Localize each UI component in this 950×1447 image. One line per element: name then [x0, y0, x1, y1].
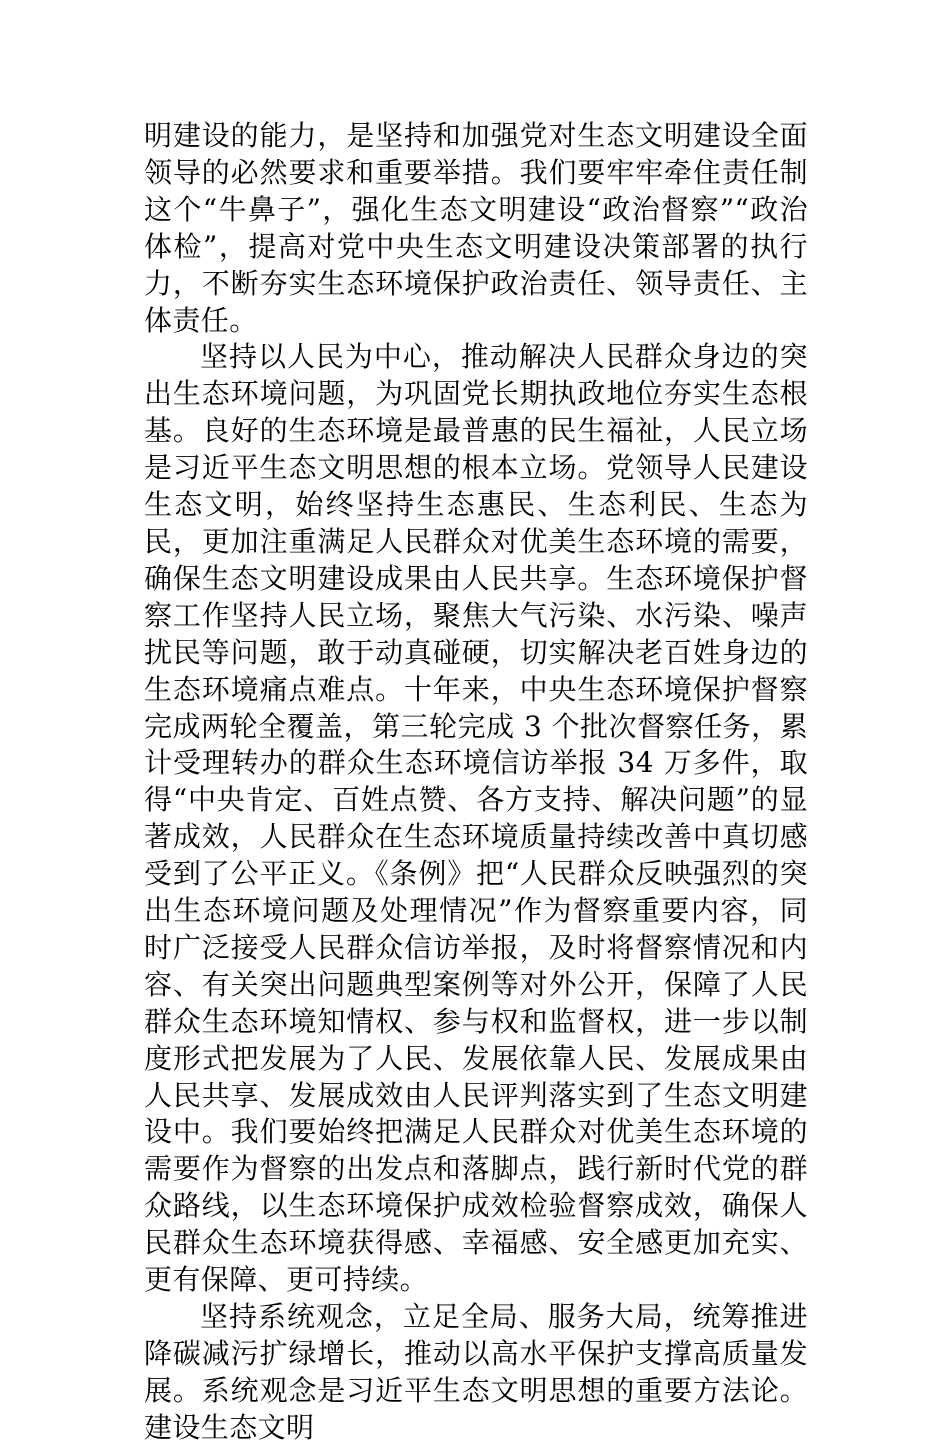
paragraph-people-centered: 坚持以人民为中心，推动解决人民群众身边的突出生态环境问题，为巩固党长期执政地位夯实生态根基。良好的生态环境是最普惠的民生福祉，人民立场是习近平生态文明思想的根本立场。党领导人民建设生态文明，始终坚持生态惠民、生态利民、生态为民，更加注重满足人民群众对优美生态环境的需要，确保生态文明建设成果由人民共享。生态环境保护督察工作坚持人民立场，聚焦大气污染、水污染、噪声扰民等问题，敢于动真碰硬，切实解决老百姓身边的生态环境痛点难点。十年来，中央生态环境保护督察完成两轮全覆盖，第三轮完成 3 个批次督察任务，累计受理转办的群众生态环境信访举报 34 万多件，取得“中央肯定、百姓点赞、各方支持、解决问题”的显著成效，人民群众在生态环境质量持续改善中真切感受到了公平正义。《条例》把“人民群众反映强烈的突出生态环境问题及处理情况”作为督察重要内容，同时广泛接受人民群众信访举报，及时将督察情况和内容、有关突出问题典型案例等对外公开，保障了人民群众生态环境知情权、参与权和监督权，进一步以制度形式把发展为了人民、发展依靠人民、发展成果由人民共享、发展成效由人民评判落实到了生态文明建设中。我们要始终把满足人民群众对优美生态环境的需要作为督察的出发点和落脚点，践行新时代党的群众路线，以生态环境保护成效检验督察成效，确保人民群众生态环境获得感、幸福感、安全感更加充实、更有保障、更可持续。: [144, 340, 808, 1297]
paragraph-continuation: 明建设的能力，是坚持和加强党对生态文明建设全面领导的必然要求和重要举措。我们要牢牢牵住责任制这个“牛鼻子”，强化生态文明建设“政治督察”“政治体检”，提高对党中央生态文明建设决策部署的执行力，不断夯实生态环境保护政治责任、领导责任、主体责任。: [144, 119, 808, 337]
paragraph-systems-view: 坚持系统观念，立足全局、服务大局，统筹推进降碳减污扩绿增长，推动以高水平保护支撑高质量发展。系统观念是习近平生态文明思想的重要方法论。建设生态文明: [144, 1300, 808, 1444]
body-text: [144, 118, 808, 1447]
